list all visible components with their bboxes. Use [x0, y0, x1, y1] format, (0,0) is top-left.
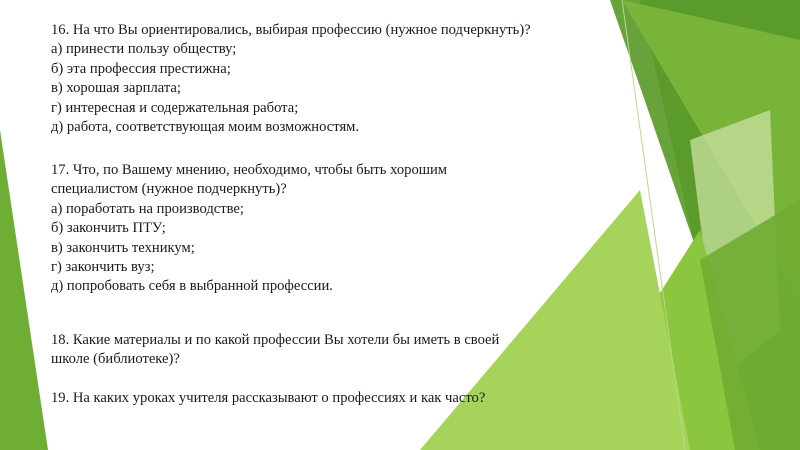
- decor-shape-left-wedge: [0, 130, 48, 450]
- question-18-title-line-1: 18. Какие материалы и по какой профессии Вы хотели бы иметь в своей: [51, 332, 500, 348]
- question-17-title-line-2: специалистом (нужное подчеркнуть)?: [51, 181, 287, 198]
- question-16-option-a: а) принести пользу обществу;: [51, 41, 237, 58]
- question-17-option-e: д) попробовать себя в выбранной профессии.: [51, 278, 333, 295]
- question-17-option-a: а) поработать на производстве;: [51, 200, 244, 217]
- question-16-option-e: д) работа, соответствующая моим возможностям.: [51, 119, 360, 136]
- question-16-option-d: г) интересная и содержательная работа;: [51, 99, 299, 116]
- question-17-option-d: г) закончить вуз;: [51, 259, 155, 276]
- question-17-option-c: в) закончить техникум;: [51, 239, 195, 256]
- question-16-option-b: б) эта профессия престижна;: [51, 60, 231, 77]
- question-16-option-c: в) хорошая зарплата;: [51, 80, 181, 97]
- question-19: [51, 389, 485, 408]
- decor-shape-light-center: [420, 190, 690, 450]
- question-17-option-b: б) закончить ПТУ;: [51, 220, 166, 237]
- question-16: [51, 21, 531, 137]
- question-18: [51, 331, 499, 370]
- question-16-title: 16. На что Вы ориентировались, выбирая профессию (нужное подчеркнуть)?: [51, 22, 531, 38]
- question-19-title: 19. На каких уроках учителя рассказывают о профессиях и как часто?: [51, 390, 486, 406]
- question-18-title-line-2: школе (библиотеке)?: [51, 351, 180, 368]
- question-17: [51, 161, 447, 297]
- question-17-title-line-1: 17. Что, по Вашему мнению, необходимо, чтобы быть хорошим: [51, 162, 448, 178]
